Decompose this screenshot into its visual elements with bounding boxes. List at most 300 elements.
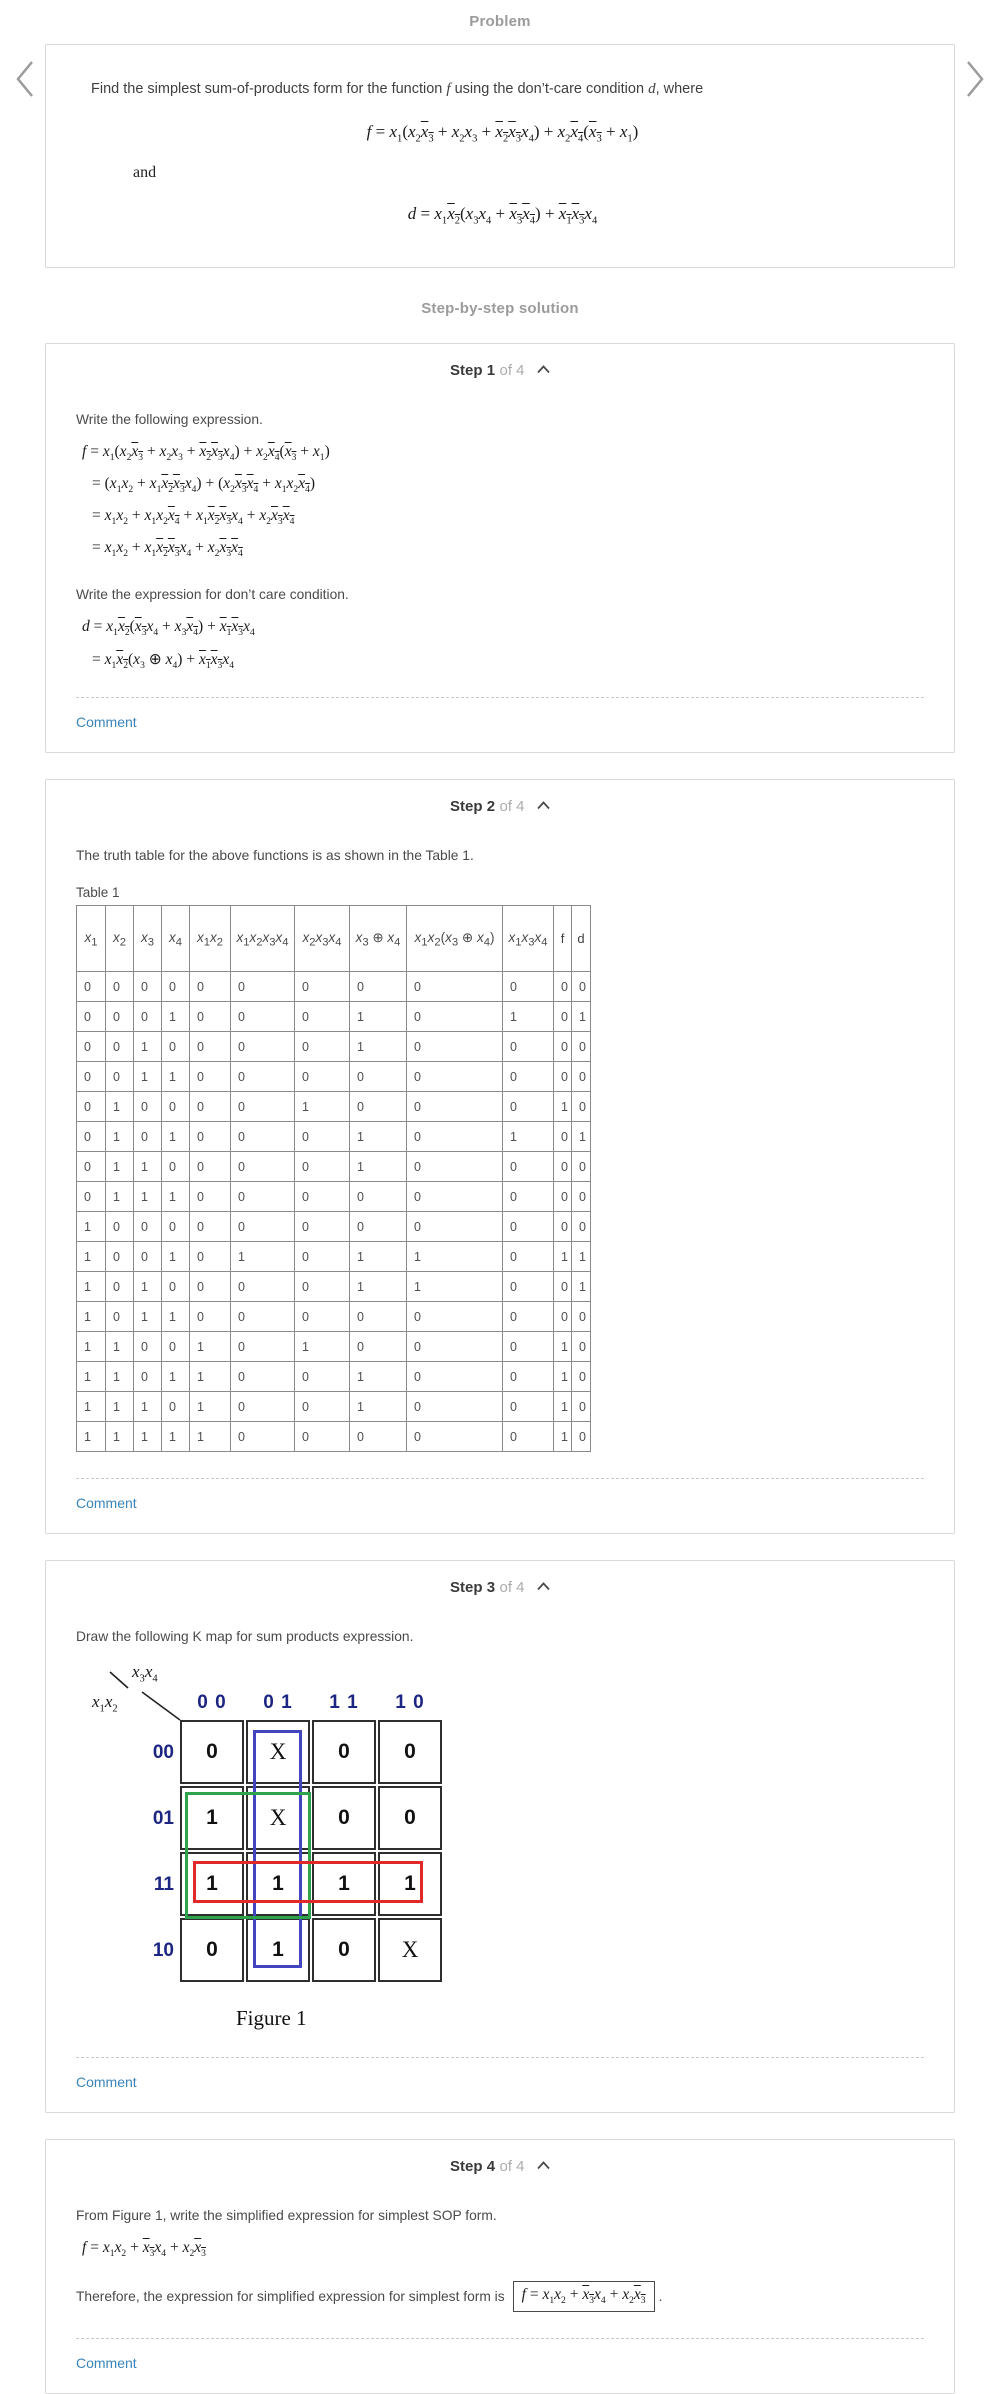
table-header-cell: $x_1x_2x_3x_4$ xyxy=(231,906,295,972)
table-cell: 0 xyxy=(231,1212,295,1242)
kmap-axis-label-x1x2: $x_1x_2$ xyxy=(92,1692,118,1715)
table-cell: 0 xyxy=(77,1152,106,1182)
table-cell: 0 xyxy=(162,1272,190,1302)
and-label: and xyxy=(133,164,157,182)
kmap-cell: X xyxy=(246,1786,310,1850)
table-cell: 0 xyxy=(572,1362,591,1392)
table-cell: 0 xyxy=(350,1182,407,1212)
table-row xyxy=(77,1002,591,1032)
kmap-axis-label-x3x4: $x_3x_4$ xyxy=(132,1662,158,1685)
table-cell: 1 xyxy=(572,1242,591,1272)
collapse-icon[interactable] xyxy=(537,1582,550,1591)
step-2-card xyxy=(45,779,955,1534)
table-cell: 1 xyxy=(350,1362,407,1392)
table-cell: 0 xyxy=(190,1242,231,1272)
table-cell: 0 xyxy=(295,1392,350,1422)
table-cell: 1 xyxy=(106,1182,134,1212)
table-cell: 1 xyxy=(134,1272,162,1302)
table-cell: 0 xyxy=(503,1062,554,1092)
step-1-card xyxy=(45,343,955,754)
step-2-body xyxy=(74,848,926,1513)
kmap-figure xyxy=(90,1662,470,1986)
math-line: = $x_1x_2(x_3$ ⊕ $x_4) + x_1x_3x_4$ xyxy=(92,651,235,672)
table-cell: 0 xyxy=(295,1212,350,1242)
step-count: of 4 xyxy=(499,798,525,816)
table-header-cell: $x_1x_3x_4$ xyxy=(503,906,554,972)
chevron-left-icon xyxy=(14,59,36,99)
table-cell: 1 xyxy=(554,1362,572,1392)
table-cell: 0 xyxy=(572,1332,591,1362)
step-4-body xyxy=(74,2208,926,2372)
table-cell: 0 xyxy=(295,1272,350,1302)
table-row xyxy=(77,1152,591,1182)
table-cell: 0 xyxy=(190,1062,231,1092)
kmap-cell: 0 xyxy=(312,1918,376,1982)
kmap-row-label: 01 xyxy=(152,1808,174,1830)
table-cell: 0 xyxy=(134,1212,162,1242)
table-cell: 0 xyxy=(77,1092,106,1122)
table-cell: 0 xyxy=(190,1032,231,1062)
kmap-cell: 0 xyxy=(312,1720,376,1784)
table-cell: 0 xyxy=(554,1272,572,1302)
step-1-body xyxy=(74,412,926,733)
table-cell: 1 xyxy=(350,1152,407,1182)
table-cell: 0 xyxy=(407,1362,503,1392)
table-cell: 0 xyxy=(231,1152,295,1182)
table-cell: 0 xyxy=(503,1422,554,1452)
table-cell: 1 xyxy=(190,1332,231,1362)
kmap-cell: 0 xyxy=(312,1786,376,1850)
table-cell: 0 xyxy=(106,1302,134,1332)
collapse-icon[interactable] xyxy=(537,365,550,374)
prev-problem-button[interactable] xyxy=(8,58,42,102)
table-cell: 1 xyxy=(503,1122,554,1152)
table-cell: 1 xyxy=(572,1122,591,1152)
step-count: of 4 xyxy=(499,361,525,379)
table-cell: 0 xyxy=(572,1392,591,1422)
table-cell: 0 xyxy=(190,1212,231,1242)
table-row xyxy=(77,1272,591,1302)
table-row xyxy=(77,1092,591,1122)
table-cell: 0 xyxy=(190,1122,231,1152)
table-cell: 0 xyxy=(106,1242,134,1272)
problem-heading: Problem xyxy=(469,13,531,30)
math-line: $f = x_1x_2 + x_3x_4 + x_2x_3$ xyxy=(82,2239,206,2260)
kmap-grid xyxy=(180,1720,442,1982)
table-cell: 1 xyxy=(106,1422,134,1452)
table-cell: 0 xyxy=(503,1362,554,1392)
table-cell: 0 xyxy=(554,1212,572,1242)
table-cell: 0 xyxy=(572,1182,591,1212)
table-cell: 1 xyxy=(503,1002,554,1032)
table-cell: 1 xyxy=(554,1392,572,1422)
step-3-body xyxy=(74,1629,926,2092)
step-2-header[interactable] xyxy=(74,796,926,820)
step-text: Draw the following K map for sum products expression. xyxy=(76,1629,414,1645)
table-cell: 0 xyxy=(134,972,162,1002)
table-cell: 0 xyxy=(407,1032,503,1062)
table-cell: 0 xyxy=(350,1092,407,1122)
table-cell: 0 xyxy=(190,1182,231,1212)
kmap-cell: 0 xyxy=(180,1720,244,1784)
kmap-row-label: 11 xyxy=(153,1874,174,1896)
table-cell: 1 xyxy=(106,1122,134,1152)
table-cell: 0 xyxy=(190,1152,231,1182)
table-row xyxy=(77,1362,591,1392)
table-cell: 0 xyxy=(295,1062,350,1092)
table-row xyxy=(77,1302,591,1332)
step-3-card xyxy=(45,1560,955,2113)
table-cell: 1 xyxy=(350,1242,407,1272)
table-header-cell: f xyxy=(554,906,572,972)
table-cell: 0 xyxy=(407,1092,503,1122)
table-cell: 0 xyxy=(231,1062,295,1092)
table-cell: 0 xyxy=(106,1062,134,1092)
table-cell: 1 xyxy=(407,1272,503,1302)
table-cell: 0 xyxy=(295,1422,350,1452)
kmap-cell: 1 xyxy=(246,1852,310,1916)
table-cell: 0 xyxy=(231,1032,295,1062)
comment-link[interactable]: Comment xyxy=(76,1495,137,1512)
conclusion-row xyxy=(76,2281,924,2311)
kmap-col-label: 1 0 xyxy=(395,1692,425,1714)
table-cell: 1 xyxy=(407,1242,503,1272)
table-cell: 0 xyxy=(407,1152,503,1182)
table-cell: 1 xyxy=(350,1272,407,1302)
table-cell: 0 xyxy=(407,1212,503,1242)
table-cell: 1 xyxy=(295,1332,350,1362)
table-header-cell: $x_2$ xyxy=(106,906,134,972)
step-count: of 4 xyxy=(499,2158,525,2176)
collapse-icon[interactable] xyxy=(537,2161,550,2170)
table-cell: 0 xyxy=(190,1272,231,1302)
step-title: Step 4 xyxy=(450,2158,496,2176)
table-cell: 0 xyxy=(134,1002,162,1032)
table-cell: 0 xyxy=(77,972,106,1002)
table-cell: 0 xyxy=(572,1062,591,1092)
table-cell: 0 xyxy=(162,1212,190,1242)
table-cell: 1 xyxy=(554,1242,572,1272)
kmap-row-label: 10 xyxy=(152,1940,174,1962)
table-cell: 0 xyxy=(350,1332,407,1362)
figure-caption: Figure 1 xyxy=(236,2006,307,2031)
table-cell: 0 xyxy=(503,1392,554,1422)
table-cell: 0 xyxy=(503,1242,554,1272)
table-cell: 0 xyxy=(554,1062,572,1092)
boxed-answer: $f = x_1x_2 + x_3x_4 + x_2x_3$ xyxy=(513,2281,655,2311)
table-cell: 0 xyxy=(350,1302,407,1332)
table-cell: 0 xyxy=(295,1362,350,1392)
problem-text-part: Find the simplest sum-of-products form for the function xyxy=(91,81,447,97)
table-cell: 0 xyxy=(231,1392,295,1422)
table-cell: 0 xyxy=(77,1032,106,1062)
kmap-cell: X xyxy=(378,1918,442,1982)
kmap-cell: 0 xyxy=(378,1720,442,1784)
table-cell: 0 xyxy=(106,1212,134,1242)
table-cell: 0 xyxy=(190,1002,231,1032)
table-cell: 1 xyxy=(162,1242,190,1272)
table-header-cell: $x_3$ xyxy=(134,906,162,972)
table-cell: 1 xyxy=(77,1272,106,1302)
step-4-card xyxy=(45,2139,955,2393)
table-cell: 1 xyxy=(106,1362,134,1392)
d-equation: $d = x_1x_2(x_3x_4 + x_3x_4) + x_1x_3x_4$ xyxy=(407,204,598,227)
table-cell: 0 xyxy=(295,1122,350,1152)
table-header-cell: $x_1x_2(x_3$ ⊕ $x_4$) xyxy=(407,906,503,972)
table-cell: 1 xyxy=(162,1422,190,1452)
math-line: $d = x_1x_2(x_3x_4 + x_3x_4) + x_1x_3x_4$ xyxy=(82,618,255,639)
table-row xyxy=(77,1182,591,1212)
table-cell: 0 xyxy=(295,1152,350,1182)
table-cell: 0 xyxy=(554,1032,572,1062)
problem-statement xyxy=(91,81,914,98)
table-cell: 1 xyxy=(554,1332,572,1362)
var-f: f xyxy=(446,81,451,97)
math-line: $f = x_1(x_2x_3 + x_2x_3 + x_2x_3x_4) + x_2x_4(x_3 + x_1)$ xyxy=(82,442,330,463)
table-cell: 0 xyxy=(190,972,231,1002)
table-header-cell: $x_2x_3x_4$ xyxy=(295,906,350,972)
table-cell: 0 xyxy=(503,1302,554,1332)
kmap-cell: X xyxy=(246,1720,310,1784)
table-cell: 1 xyxy=(554,1422,572,1452)
table-cell: 0 xyxy=(407,1062,503,1092)
table-cell: 1 xyxy=(77,1362,106,1392)
table-cell: 1 xyxy=(572,1272,591,1302)
table-cell: 0 xyxy=(554,1152,572,1182)
table-cell: 0 xyxy=(295,1302,350,1332)
table-cell: 0 xyxy=(134,1362,162,1392)
step-3-header[interactable] xyxy=(74,1577,926,1601)
problem-text-part: , where xyxy=(655,81,704,97)
table-cell: 1 xyxy=(190,1392,231,1422)
table-cell: 0 xyxy=(407,1392,503,1422)
table-cell: 0 xyxy=(407,972,503,1002)
table-cell: 0 xyxy=(350,972,407,1002)
table-cell: 1 xyxy=(134,1152,162,1182)
truth-table xyxy=(76,905,591,1452)
table-cell: 1 xyxy=(77,1242,106,1272)
table-cell: 0 xyxy=(231,1332,295,1362)
table-cell: 0 xyxy=(77,1122,106,1152)
table-cell: 1 xyxy=(106,1392,134,1422)
table-cell: 0 xyxy=(295,1002,350,1032)
table-cell: 0 xyxy=(134,1242,162,1272)
table-cell: 0 xyxy=(231,1002,295,1032)
table-cell: 0 xyxy=(503,1032,554,1062)
table-cell: 0 xyxy=(295,1242,350,1272)
table-cell: 1 xyxy=(162,1122,190,1152)
kmap-cell: 1 xyxy=(180,1786,244,1850)
kmap-col-label: 0 1 xyxy=(263,1692,293,1714)
kmap-cell: 1 xyxy=(246,1918,310,1982)
table-header-cell: $x_1x_2$ xyxy=(190,906,231,972)
table-cell: 1 xyxy=(106,1092,134,1122)
table-cell: 0 xyxy=(503,1152,554,1182)
table-cell: 1 xyxy=(162,1062,190,1092)
table-caption: Table 1 xyxy=(76,885,120,901)
table-row xyxy=(77,1062,591,1092)
step-text: From Figure 1, write the simplified expression for simplest SOP form. xyxy=(76,2208,497,2224)
table-cell: 0 xyxy=(77,1002,106,1032)
table-cell: 0 xyxy=(350,1212,407,1242)
table-cell: 1 xyxy=(162,1182,190,1212)
table-cell: 1 xyxy=(77,1422,106,1452)
kmap-col-label: 0 0 xyxy=(197,1692,227,1714)
table-cell: 0 xyxy=(503,1332,554,1362)
table-cell: 1 xyxy=(77,1212,106,1242)
table-cell: 0 xyxy=(231,972,295,1002)
table-cell: 1 xyxy=(134,1422,162,1452)
table-cell: 0 xyxy=(162,1152,190,1182)
table-cell: 1 xyxy=(350,1122,407,1152)
table-cell: 0 xyxy=(231,1272,295,1302)
table-header-cell: $x_3$ ⊕ $x_4$ xyxy=(350,906,407,972)
table-row xyxy=(77,972,591,1002)
table-cell: 1 xyxy=(77,1332,106,1362)
table-cell: 0 xyxy=(134,1332,162,1362)
table-cell: 1 xyxy=(134,1392,162,1422)
table-cell: 0 xyxy=(572,1092,591,1122)
table-cell: 0 xyxy=(162,1392,190,1422)
table-cell: 0 xyxy=(407,1002,503,1032)
divider xyxy=(76,2338,924,2339)
table-cell: 0 xyxy=(572,1212,591,1242)
table-cell: 0 xyxy=(231,1122,295,1152)
step-1-header[interactable] xyxy=(74,360,926,384)
kmap-cell: 0 xyxy=(180,1918,244,1982)
table-row xyxy=(77,1392,591,1422)
table-row xyxy=(77,1122,591,1152)
kmap-cell: 1 xyxy=(180,1852,244,1916)
divider xyxy=(76,697,924,698)
comment-link[interactable]: Comment xyxy=(76,2354,137,2371)
table-cell: 0 xyxy=(134,1122,162,1152)
table-cell: 1 xyxy=(162,1302,190,1332)
table-cell: 0 xyxy=(407,1182,503,1212)
period: . xyxy=(658,2288,663,2304)
next-problem-button[interactable] xyxy=(958,58,992,102)
table-cell: 0 xyxy=(554,1002,572,1032)
table-cell: 0 xyxy=(190,1302,231,1332)
table-cell: 0 xyxy=(572,1302,591,1332)
table-cell: 1 xyxy=(134,1062,162,1092)
math-line: = $x_1x_2 + x_1x_2x_3x_4 + x_2x_3x_4$ xyxy=(92,539,243,560)
table-row xyxy=(77,1422,591,1452)
table-cell: 1 xyxy=(134,1302,162,1332)
kmap-col-label: 1 1 xyxy=(329,1692,359,1714)
table-cell: 1 xyxy=(106,1332,134,1362)
table-cell: 0 xyxy=(77,1182,106,1212)
table-cell: 1 xyxy=(350,1032,407,1062)
table-cell: 0 xyxy=(231,1302,295,1332)
conclusion-text: Therefore, the expression for simplified expression for simplest form is xyxy=(76,2288,505,2304)
step-text: Write the following expression. xyxy=(76,411,263,427)
table-cell: 0 xyxy=(407,1122,503,1152)
step-4-header[interactable] xyxy=(74,2156,926,2180)
table-cell: 1 xyxy=(134,1182,162,1212)
kmap-cell: 1 xyxy=(378,1852,442,1916)
table-row xyxy=(77,1332,591,1362)
table-cell: 0 xyxy=(503,1092,554,1122)
table-row xyxy=(77,1212,591,1242)
var-d: d xyxy=(648,81,656,97)
table-cell: 1 xyxy=(77,1302,106,1332)
table-cell: 0 xyxy=(295,972,350,1002)
table-cell: 0 xyxy=(162,972,190,1002)
table-header-cell: $x_1$ xyxy=(77,906,106,972)
problem-card xyxy=(45,44,955,268)
table-cell: 0 xyxy=(572,1032,591,1062)
table-cell: 1 xyxy=(162,1362,190,1392)
divider xyxy=(76,2057,924,2058)
table-cell: 0 xyxy=(407,1332,503,1362)
problem-text-part: using the don’t-care condition xyxy=(450,81,649,97)
step-count: of 4 xyxy=(499,1579,525,1597)
f-equation: $f = x_1(x_2x_3 + x_2x_3 + x_2x_3x_4) + x_2x_4(x_3 + x_1)$ xyxy=(366,122,639,145)
table-cell: 1 xyxy=(350,1392,407,1422)
table-cell: 0 xyxy=(295,1182,350,1212)
table-cell: 0 xyxy=(162,1332,190,1362)
table-cell: 0 xyxy=(106,1002,134,1032)
table-cell: 0 xyxy=(134,1092,162,1122)
table-row xyxy=(77,1032,591,1062)
kmap-row-label: 00 xyxy=(152,1742,174,1764)
table-cell: 1 xyxy=(295,1092,350,1122)
table-cell: 1 xyxy=(350,1002,407,1032)
comment-link[interactable]: Comment xyxy=(76,714,137,731)
table-cell: 0 xyxy=(231,1182,295,1212)
table-cell: 0 xyxy=(162,1092,190,1122)
table-cell: 0 xyxy=(350,1422,407,1452)
divider xyxy=(76,1478,924,1479)
table-cell: 0 xyxy=(106,972,134,1002)
table-cell: 1 xyxy=(190,1362,231,1392)
comment-link[interactable]: Comment xyxy=(76,2074,137,2091)
table-row xyxy=(77,1242,591,1272)
table-cell: 1 xyxy=(231,1242,295,1272)
table-cell: 0 xyxy=(106,1272,134,1302)
table-cell: 1 xyxy=(134,1032,162,1062)
step-text: Write the expression for don’t care condition. xyxy=(76,587,349,603)
solution-heading: Step-by-step solution xyxy=(421,299,579,317)
chevron-right-icon xyxy=(964,59,986,99)
table-cell: 1 xyxy=(190,1422,231,1452)
table-header-cell: d xyxy=(572,906,591,972)
table-cell: 0 xyxy=(503,972,554,1002)
table-header-cell: $x_4$ xyxy=(162,906,190,972)
table-cell: 0 xyxy=(554,1122,572,1152)
math-line: = $(x_1x_2 + x_1x_2x_3x_4) + (x_2x_3x_4 + x_1x_2x_4)$ xyxy=(92,474,316,495)
table-cell: 0 xyxy=(106,1032,134,1062)
table-cell: 0 xyxy=(554,1302,572,1332)
table-cell: 0 xyxy=(231,1362,295,1392)
table-cell: 1 xyxy=(162,1002,190,1032)
table-cell: 0 xyxy=(503,1182,554,1212)
table-cell: 0 xyxy=(350,1062,407,1092)
collapse-icon[interactable] xyxy=(537,801,550,810)
table-cell: 0 xyxy=(77,1062,106,1092)
step-title: Step 2 xyxy=(450,798,496,816)
table-cell: 0 xyxy=(572,1152,591,1182)
table-cell: 0 xyxy=(190,1092,231,1122)
table-cell: 1 xyxy=(77,1392,106,1422)
kmap-cell: 0 xyxy=(378,1786,442,1850)
step-title: Step 1 xyxy=(450,361,496,379)
table-cell: 1 xyxy=(106,1152,134,1182)
table-cell: 0 xyxy=(162,1032,190,1062)
table-cell: 0 xyxy=(231,1092,295,1122)
math-line: = $x_1x_2 + x_1x_2x_4 + x_1x_2x_3x_4 + x_2x_3x_4$ xyxy=(92,506,295,528)
